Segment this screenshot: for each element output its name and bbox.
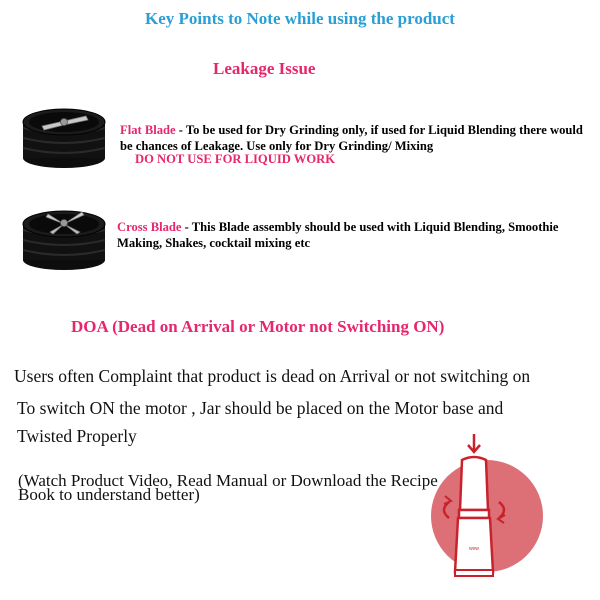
page-title: Key Points to Note while using the product [145,9,455,28]
cross-blade-description [117,219,587,251]
flat-blade-name: Flat Blade [120,123,176,137]
leakage-heading: Leakage Issue [213,59,316,78]
doa-line-2: To switch ON the motor , Jar should be placed on the Motor base and [17,398,504,418]
doa-line-3: Twisted Properly [17,426,137,446]
flat-blade-image [20,104,108,170]
blender-twist-icon [425,432,550,582]
flat-blade-description [120,122,590,154]
svg-text:wvw: wvw [469,546,479,552]
flat-blade-text: - To be used for Dry Grinding only, if used for Liquid Blending there would be chances of Leakage. Use only for Dry Grinding/ Mixing [120,123,583,153]
doa-note: (Watch Product Video, Read Manual or Download the Recipe Book to understand better) [18,471,438,504]
doa-heading: DOA (Dead on Arrival or Motor not Switching ON) [71,317,445,336]
doa-line-1: Users often Complaint that product is dead on Arrival or not switching on [14,366,531,386]
cross-blade-text: - This Blade assembly should be used with Liquid Blending, Smoothie Making, Shakes, cocktail mixing etc [117,220,559,250]
flat-blade-warning: DO NOT USE FOR LIQUID WORK [135,152,336,166]
cross-blade-name: Cross Blade [117,220,182,234]
cross-blade-image [20,204,108,270]
